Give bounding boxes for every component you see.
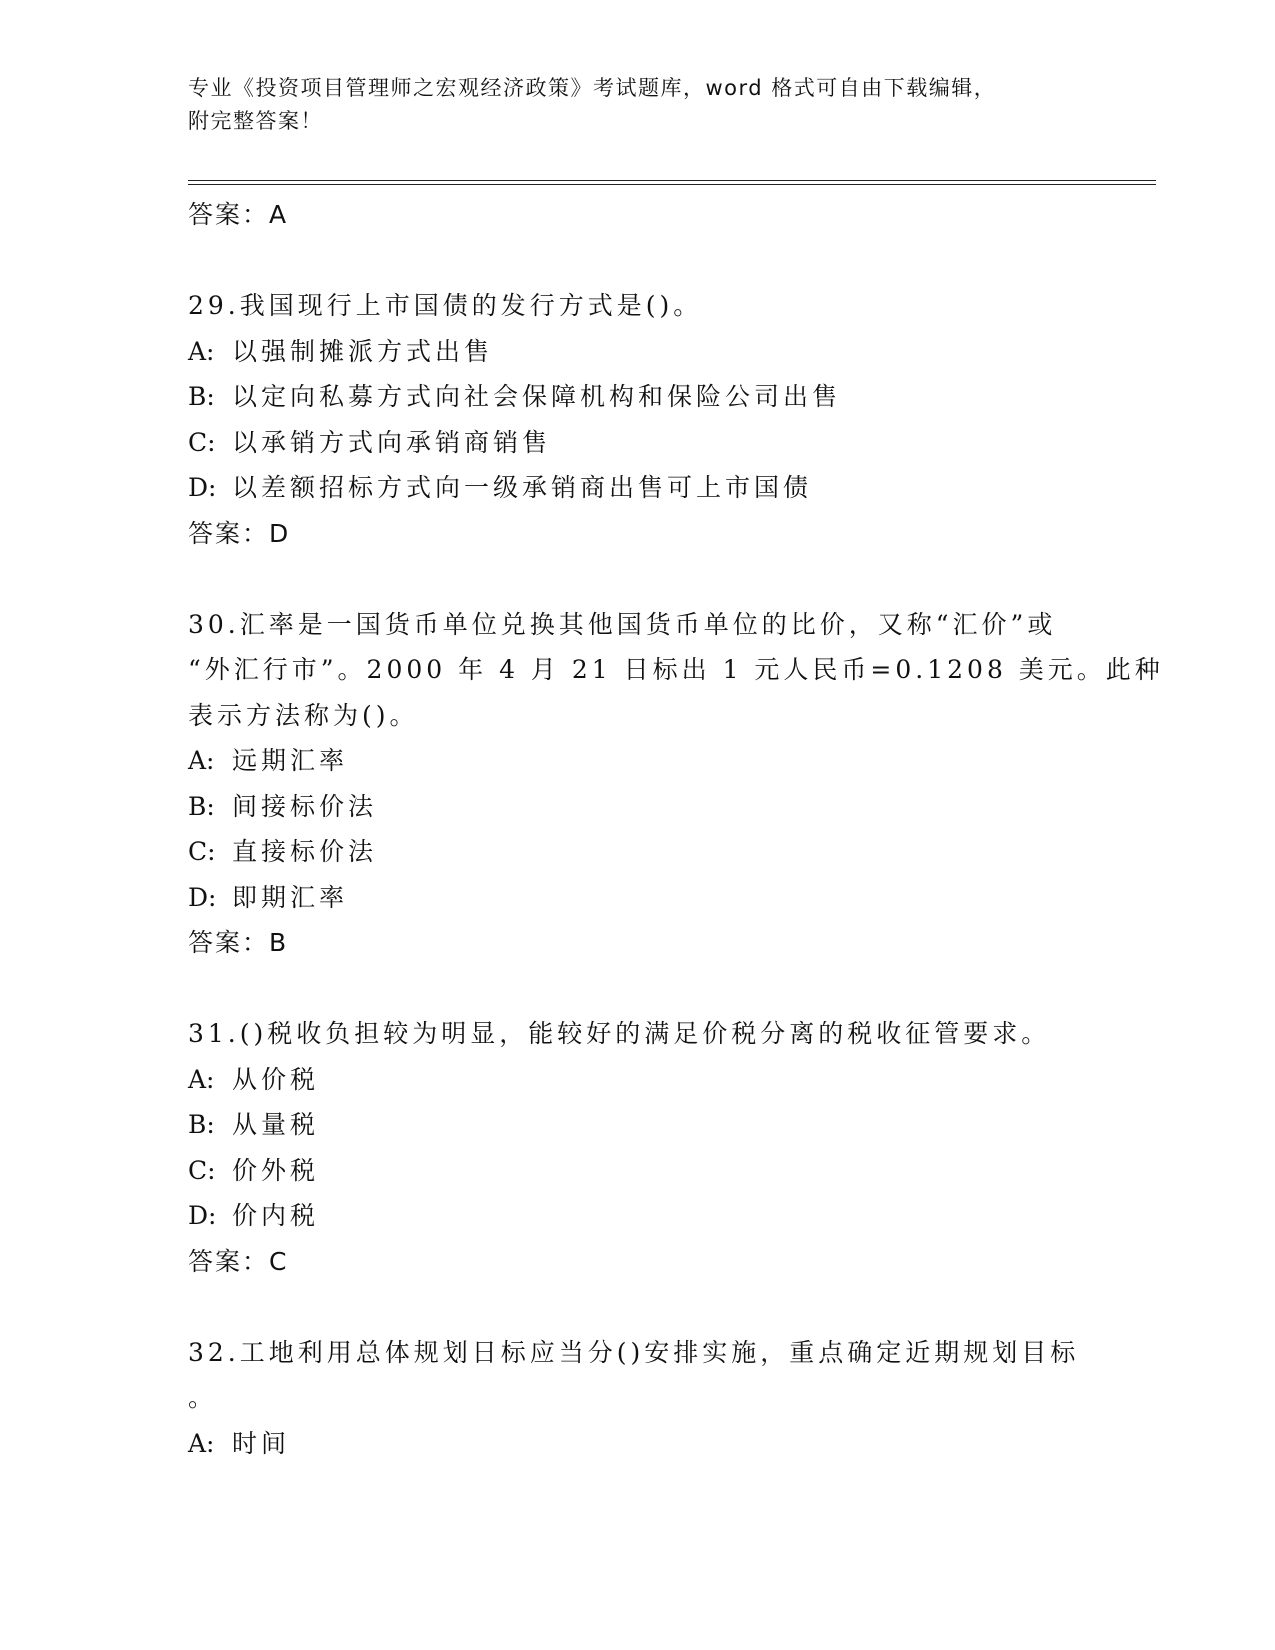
answer: 答案：D bbox=[188, 518, 291, 548]
question-stem: “外汇行市”。2000 年 4 月 21 日标出 1 元人民币=0.1208 美元。此种 bbox=[188, 655, 1164, 684]
header-line: 附完整答案！ bbox=[188, 109, 323, 133]
option-text: 价外税 bbox=[232, 1155, 320, 1185]
option-d bbox=[188, 1193, 1088, 1239]
option-text: 即期汇率 bbox=[232, 882, 349, 912]
option-key: B: bbox=[188, 1110, 215, 1139]
option-key: C: bbox=[188, 1155, 216, 1185]
question-stem: 32.工地利用总体规划日标应当分()安排实施，重点确定近期规划目标 bbox=[188, 1337, 1080, 1367]
option-b bbox=[188, 374, 1088, 420]
spacer bbox=[188, 1284, 1088, 1330]
option-d bbox=[188, 465, 1088, 511]
option-a bbox=[188, 1421, 1088, 1467]
spacer bbox=[188, 556, 1088, 602]
header-divider bbox=[188, 184, 1156, 185]
option-c bbox=[188, 420, 1088, 466]
option-c bbox=[188, 1148, 1088, 1194]
answer: 答案：B bbox=[188, 928, 289, 957]
question-list bbox=[188, 192, 1164, 1466]
option-b bbox=[188, 1102, 1088, 1148]
question-stem: 30.汇率是一国货币单位兑换其他国货币单位的比价，又称“汇价”或 bbox=[188, 609, 1057, 639]
option-text: 以承销方式向承销商销售 bbox=[232, 427, 552, 457]
option-key: A: bbox=[188, 336, 215, 366]
previous-answer: 答案：A bbox=[188, 200, 289, 229]
option-a bbox=[188, 329, 1088, 375]
option-b bbox=[188, 784, 1088, 830]
question-30 bbox=[188, 602, 1164, 966]
option-key: C: bbox=[188, 427, 216, 457]
option-key: D: bbox=[188, 1201, 217, 1230]
option-text: 直接标价法 bbox=[232, 837, 378, 866]
spacer bbox=[188, 238, 1088, 284]
option-text: 价内税 bbox=[232, 1201, 320, 1230]
option-text: 以差额招标方式向一级承销商出售可上市国债 bbox=[232, 473, 813, 502]
option-key: A: bbox=[188, 1064, 215, 1094]
option-text: 从量税 bbox=[232, 1110, 320, 1139]
question-stem: 31.()税收负担较为明显，能较好的满足价税分离的税收征管要求。 bbox=[188, 1019, 1051, 1048]
answer: 答案：C bbox=[188, 1246, 289, 1276]
option-text: 以强制摊派方式出售 bbox=[232, 336, 494, 366]
spacer bbox=[188, 966, 1088, 1012]
option-a bbox=[188, 738, 1088, 784]
option-text: 远期汇率 bbox=[232, 746, 349, 775]
option-key: C: bbox=[188, 837, 216, 866]
option-key: A: bbox=[188, 1428, 215, 1458]
question-stem: 表示方法称为()。 bbox=[188, 700, 419, 730]
question-stem: 。 bbox=[188, 1383, 218, 1412]
question-31 bbox=[188, 1011, 1088, 1284]
option-key: B: bbox=[188, 382, 215, 411]
option-key: B: bbox=[188, 791, 215, 821]
option-text: 时间 bbox=[232, 1428, 291, 1458]
option-c bbox=[188, 829, 1088, 875]
option-d bbox=[188, 875, 1088, 921]
header-divider bbox=[188, 180, 1156, 181]
option-key: D: bbox=[188, 473, 217, 502]
question-29 bbox=[188, 283, 1088, 556]
option-a bbox=[188, 1057, 1088, 1103]
option-text: 以定向私募方式向社会保障机构和保险公司出售 bbox=[232, 382, 842, 411]
option-key: D: bbox=[188, 882, 217, 912]
option-key: A: bbox=[188, 746, 215, 775]
document-header bbox=[188, 72, 1088, 138]
question-32 bbox=[188, 1330, 1088, 1467]
option-text: 间接标价法 bbox=[232, 791, 378, 821]
header-line: 专业《投资项目管理师之宏观经济政策》考试题库，word 格式可自由下载编辑， bbox=[188, 76, 997, 100]
option-text: 从价税 bbox=[232, 1064, 320, 1094]
question-stem: 29.我国现行上市国债的发行方式是()。 bbox=[188, 291, 703, 320]
